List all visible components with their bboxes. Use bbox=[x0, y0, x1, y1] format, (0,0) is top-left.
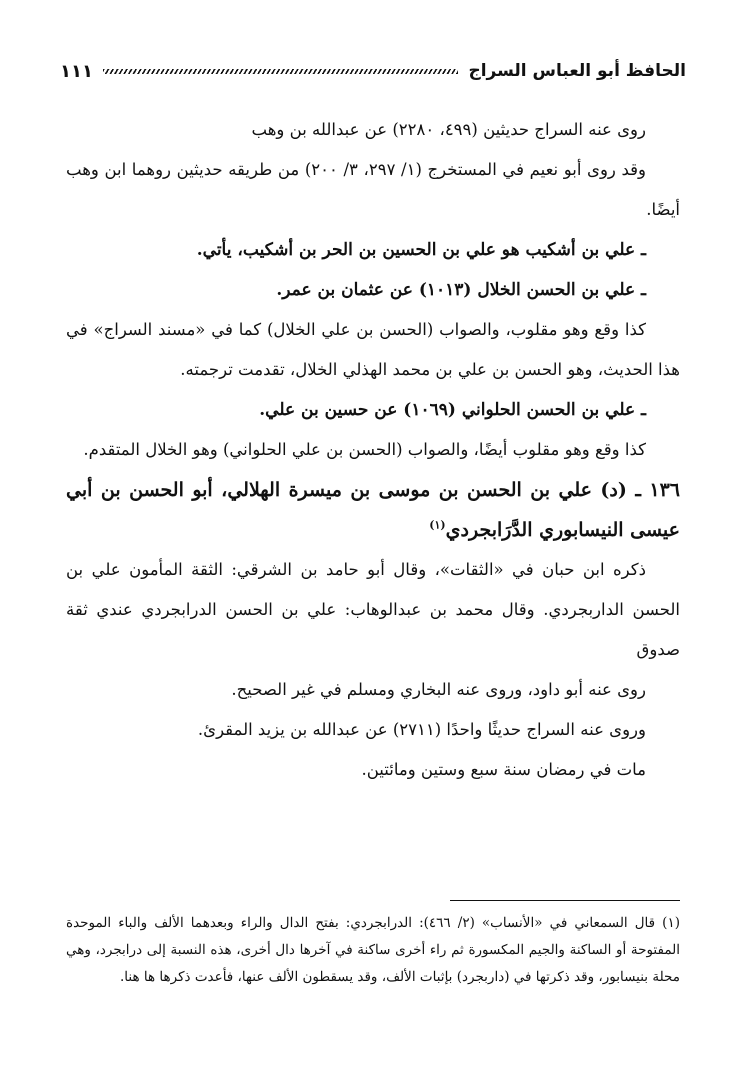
paragraph-5: ذكره ابن حبان في «الثقات»، وقال أبو حامد بن الشرقي: الثقة المأمون علي بن الحسن الداربجردي. وقال محمد بن عبدالوهاب: علي بن الحسن الدرابجردي عندي ثقة صدوق bbox=[66, 560, 680, 659]
paragraph-7: وروى عنه السراج حديثًا واحدًا (٢٧١١) عن عبدالله بن يزيد المقرئ. bbox=[197, 720, 646, 739]
main-text bbox=[66, 110, 680, 790]
page-number: ١١١ bbox=[60, 60, 93, 82]
entry-ali-ibn-al-hasan-al-khallal: ـ علي بن الحسن الخلال (١٠١٣) عن عثمان بن عمر. bbox=[276, 280, 646, 300]
paragraph-4: كذا وقع وهو مقلوب أيضًا، والصواب (الحسن بن علي الحلواني) وهو الخلال المتقدم. bbox=[83, 440, 646, 459]
running-title: الحافظ أبو العباس السراج bbox=[468, 61, 686, 81]
entry-ali-ibn-al-hasan-al-hulwani: ـ علي بن الحسن الحلواني (١٠٦٩) عن حسين بن علي. bbox=[259, 400, 646, 420]
paragraph-3: كذا وقع وهو مقلوب، والصواب (الحسن بن علي الخلال) كما في «مسند السراج» في هذا الحديث، وهو الحسن بن علي بن محمد الهذلي الخلال، تقدمت ترجمته. bbox=[66, 320, 680, 379]
running-header bbox=[60, 56, 686, 86]
footnotes bbox=[66, 910, 680, 991]
biography-entry-heading: ١٣٦ ـ (د) علي بن الحسن بن موسى بن ميسرة الهلالي، أبو الحسن بن أبي عيسى النيسابوري الدَّرَابجردي bbox=[66, 479, 680, 541]
footnote-separator bbox=[450, 900, 680, 901]
paragraph-1: روى عنه السراج حديثين (٤٩٩، ٢٢٨٠) عن عبدالله بن وهب bbox=[251, 120, 646, 139]
footnote-1: (١) قال السمعاني في «الأنساب» (٢/ ٤٦٦): الدرابجردي: بفتح الدال والراء وبعدهما الألف والباء الموحدة المفتوحة أو الساكنة والجيم المكسورة ثم راء أخرى ساكنة في آخرها دال أخرى، هذه النسبة إلى درابجرد، وهي محلة بنيسابور، وقد ذكرتها في (داربجرد) بإثبات الألف، وقد يسقطون الألف عنها، فأعدت ذكرها ها هنا. bbox=[66, 915, 680, 985]
paragraph-6: روى عنه أبو داود، وروى عنه البخاري ومسلم في غير الصحيح. bbox=[231, 680, 646, 699]
biography-entry-136 bbox=[66, 470, 680, 550]
footnote-marker: (١) bbox=[429, 518, 446, 532]
paragraph-8: مات في رمضان سنة سبع وستين ومائتين. bbox=[361, 760, 646, 779]
entry-ali-ibn-ashkib: ـ علي بن أشكيب هو علي بن الحسين بن الحر بن أشكيب، يأتي. bbox=[196, 240, 646, 260]
paragraph-2: وقد روى أبو نعيم في المستخرج (١/ ٢٩٧، ٣/ ٢٠٠) من طريقه حديثين روهما ابن وهب أيضًا. bbox=[66, 160, 680, 219]
header-decorative-rule bbox=[103, 69, 458, 74]
